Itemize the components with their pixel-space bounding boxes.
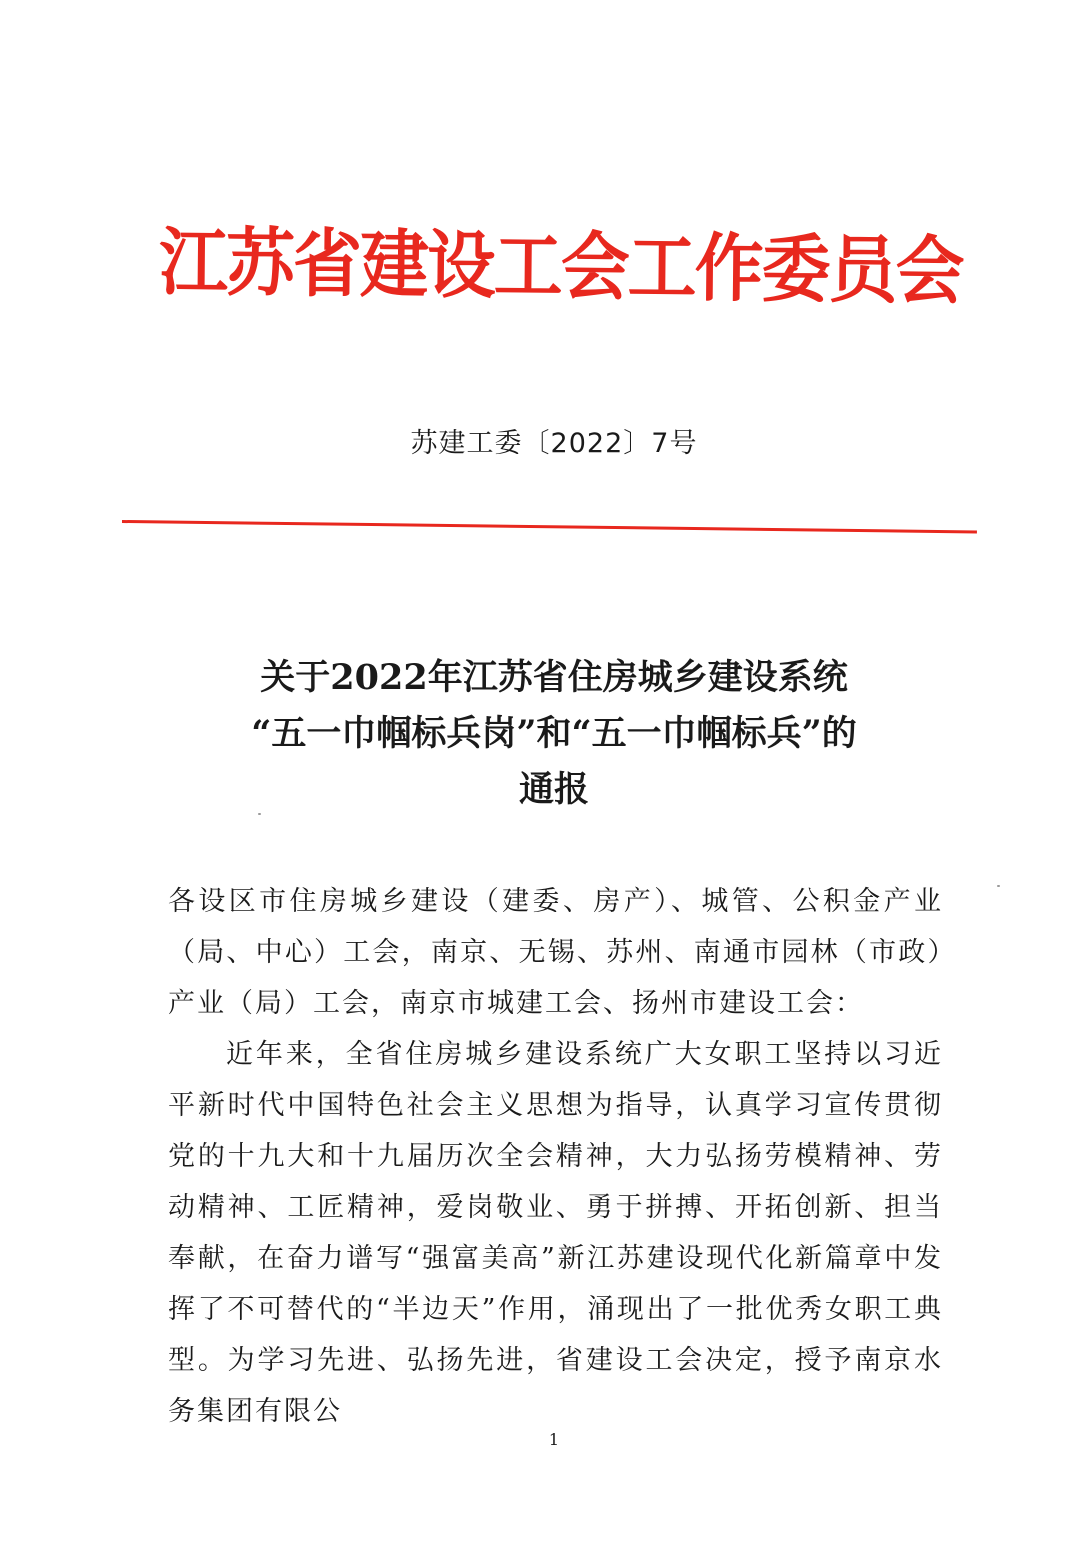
page-number: 1 <box>548 1430 560 1449</box>
title-line-1: 关于2022年江苏省住房城乡建设系统 <box>260 657 848 698</box>
document-body <box>168 876 943 1437</box>
salutation-paragraph: 各设区市住房城乡建设（建委、房产）、城管、公积金产业（局、中心）工会，南京、无锡、苏州、南通市园林（市政）产业（局）工会，南京市城建工会、扬州市建设工会： <box>168 886 943 1019</box>
red-header-rule <box>122 520 977 533</box>
organization-header: 江苏省建设工会工作委员会 <box>158 219 963 315</box>
document-title <box>0 650 1080 818</box>
scan-speck <box>997 885 1000 887</box>
body-paragraph-1: 近年来，全省住房城乡建设系统广大女职工坚持以习近平新时代中国特色社会主义思想为指导，认真学习宣传贯彻党的十九大和十九届历次全会精神，大力弘扬劳模精神、劳动精神、工匠精神，爱岗敬业、勇于拼搏、开拓创新、担当奉献，在奋力谱写“强富美高”新江苏建设现代化新篇章中发挥了不可替代的“半边天”作用，涌现出了一批优秀女职工典型。为学习先进、弘扬先进，省建设工会决定，授予南京水务集团有限公 <box>168 1039 943 1427</box>
document-number: 苏建工委〔2022〕7号 <box>410 428 698 459</box>
title-line-2: “五一巾帼标兵岗”和“五一巾帼标兵”的 <box>251 713 857 754</box>
title-line-3: 通报 <box>518 769 589 810</box>
scan-speck <box>258 813 261 815</box>
